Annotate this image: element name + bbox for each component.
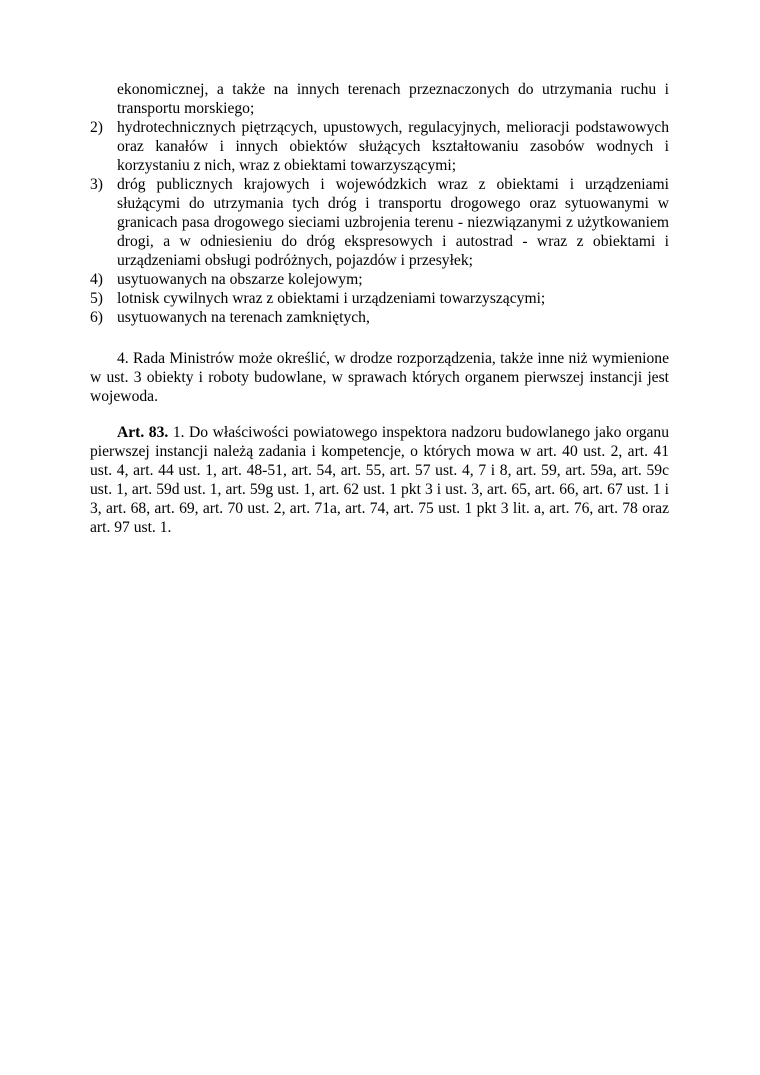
- list-item-6: [90, 308, 669, 327]
- list-number: 4): [90, 271, 103, 288]
- list-number: 2): [90, 119, 103, 136]
- list-item-4: [90, 270, 669, 289]
- list-item-3: [90, 175, 669, 270]
- article-text: 1. Do właściwości powiatowego inspektora nadzoru budowlanego jako organu pierwszej instancji należą zadania i kompetencje, o których mowa w art. 40 ust. 2, art. 41 ust. 4, art. 44 ust. 1, art. 48-51, art. 54, art. 55, art. 57 ust. 4, 7 i 8, art. 59, art. 59a, art. 59c ust. 1, art. 59d ust. 1, art. 59g ust. 1, art. 62 ust. 1 pkt 3 i ust. 3, art. 65, art. 66, art. 67 ust. 1 i 3, art. 68, art. 69, art. 70 ust. 2, art. 71a, art. 74, art. 75 ust. 1 pkt 3 lit. a, art. 76, art. 78 oraz art. 97 ust. 1.: [90, 424, 670, 536]
- article-label: Art. 83.: [117, 424, 169, 441]
- list-item-2: [90, 118, 669, 175]
- list-item-5: [90, 289, 669, 308]
- list-item-text: hydrotechnicznych piętrzących, upustowych, regulacyjnych, melioracji podstawowych oraz kanałów i innych obiektów służących kształtowaniu zasobów wodnych i korzystaniu z nich, wraz z obiektami towarzyszącymi;: [117, 119, 669, 174]
- list-item-text: usytuowanych na terenach zamkniętych,: [117, 309, 370, 326]
- paragraph-ust-4: 4. Rada Ministrów może określić, w drodze rozporządzenia, także inne niż wymienione w ust. 3 obiekty i roboty budowlane, w sprawach których organem pierwszej instancji jest wojewoda.: [90, 350, 669, 405]
- list-item-text: dróg publicznych krajowych i wojewódzkich wraz z obiektami i urządzeniami służącymi do utrzymania tych dróg i transportu drogowego oraz sytuowanymi w granicach pasa drogowego sieciami uzbrojenia terenu - niezwiązanymi z użytkowaniem drogi, a w odniesieniu do dróg ekspresowych i autostrad - wraz z obiektami i urządzeniami obsługi podróżnych, pojazdów i przesyłek;: [117, 176, 669, 269]
- article-83: [90, 423, 669, 537]
- list-ust-3: [90, 118, 669, 327]
- list-number: 6): [90, 309, 103, 326]
- list-number: 5): [90, 290, 103, 307]
- list-item-continuation: ekonomicznej, a także na innych terenach przeznaczonych do utrzymania ruchu i transportu morskiego;: [117, 81, 669, 117]
- list-item-text: lotnisk cywilnych wraz z obiektami i urządzeniami towarzyszącymi;: [117, 290, 546, 307]
- list-item-text: usytuowanych na obszarze kolejowym;: [117, 271, 363, 288]
- list-number: 3): [90, 176, 103, 193]
